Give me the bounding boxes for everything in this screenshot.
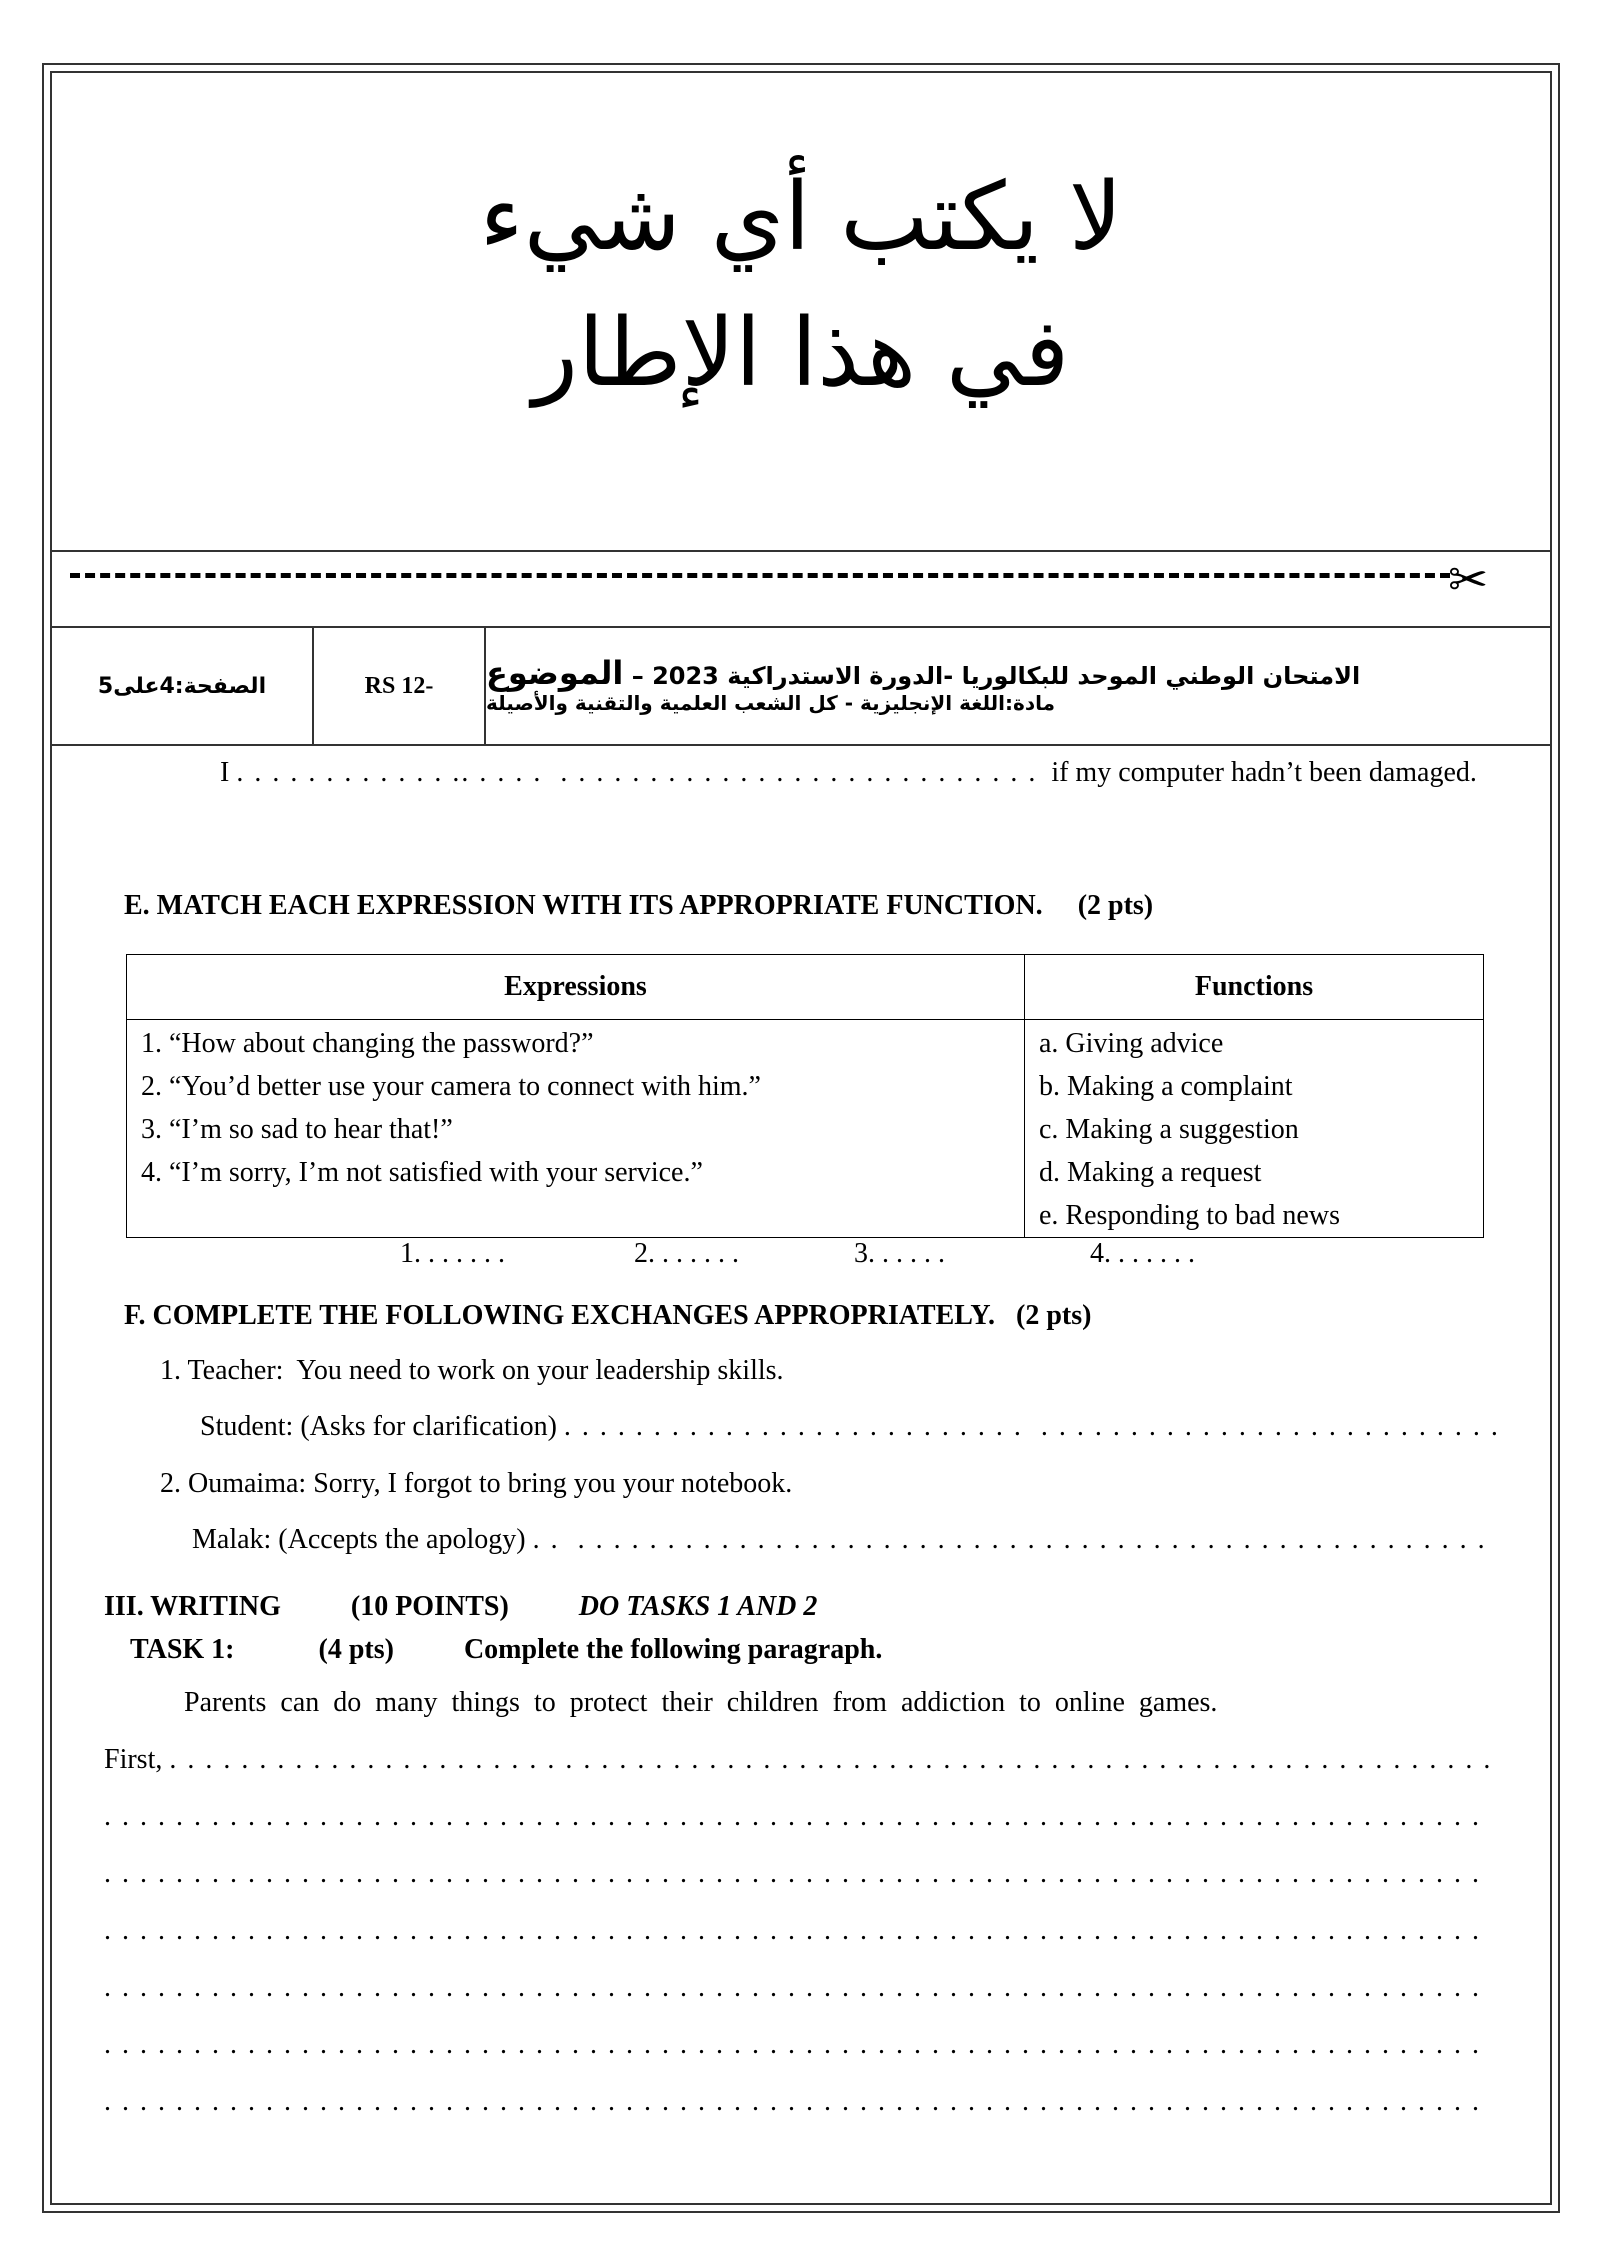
first-line — [104, 1743, 1492, 1777]
section-f-points: (2 pts) — [1016, 1300, 1092, 1331]
exchange-2-label: Malak: (Accepts the apology) — [192, 1524, 526, 1555]
writing-line[interactable]: . . . . . . . . . . . . . . . . . . . . . . . . . . . . . . . . . . . . . . . . . . . . . . . . . . . . . . . . . . . . . . . . . . . . . . . . . . . . . — [104, 1858, 1481, 1889]
writing-points: (10 POINTS) — [350, 1591, 509, 1622]
scissors-icon: ✂ — [1448, 552, 1489, 608]
exam-title-line-1: الامتحان الوطني الموحد للبكالوريا -الدورة الاستدراكية 2023 – — [631, 661, 1361, 690]
exchange-1-prompt: 1. Teacher: You need to work on your leadership skills. — [160, 1355, 784, 1386]
col-functions-header: Functions — [1025, 955, 1484, 1020]
writing-line[interactable]: . . . . . . . . . . . . . . . . . . . . . . . . . . . . . . . . . . . . . . . . . . . . . . . . . . . . . . . . . . . . . . . . . . . . . . . . . . . . . — [104, 2086, 1481, 2117]
first-blank[interactable]: . . . . . . . . . . . . . . . . . . . . . . . . . . . . . . . . . . . . . . . . . . . . . . . . . . . . . . . . . . . . . . . . . . . . . . . . . . — [169, 1744, 1493, 1775]
exchange-2-blank[interactable]: . . . . . . . . . . . . . . . . . . . . . . . . . . . . . . . . . . . . . . . . . . . . . . . . . . . . . — [532, 1524, 1487, 1555]
writing-title: III. WRITING — [104, 1591, 281, 1622]
section-f-title: F. COMPLETE THE FOLLOWING EXCHANGES APPROPRIATELY. — [124, 1300, 996, 1331]
first-label: First, — [104, 1744, 163, 1775]
cut-dashed-line — [70, 573, 1450, 578]
writing-line[interactable]: . . . . . . . . . . . . . . . . . . . . . . . . . . . . . . . . . . . . . . . . . . . . . . . . . . . . . . . . . . . . . . . . . . . . . . . . . . . . . — [104, 1801, 1481, 1832]
writing-line[interactable]: . . . . . . . . . . . . . . . . . . . . . . . . . . . . . . . . . . . . . . . . . . . . . . . . . . . . . . . . . . . . . . . . . . . . . . . . . . . . . — [104, 1972, 1481, 2003]
writing-instruction: DO TASKS 1 AND 2 — [578, 1591, 818, 1622]
section-e-points: (2 pts) — [1077, 890, 1154, 921]
task-1-points: (4 pts) — [318, 1634, 394, 1665]
cut-line-top — [52, 550, 1550, 552]
task-1-label: TASK 1: — [130, 1634, 235, 1665]
no-write-line-1: لا يكتب أي شيء — [479, 163, 1123, 272]
function-item: c. Making a suggestion — [1039, 1114, 1299, 1145]
expression-item: 3. “I’m so sad to hear that!” — [141, 1114, 453, 1145]
no-write-notice — [52, 150, 1550, 422]
intro-start: I — [220, 757, 230, 788]
expressions-cell — [127, 1020, 1025, 1238]
exchange-1-label: Student: (Asks for clarification) — [200, 1411, 557, 1442]
paragraph-start: Parents can do many things to protect their children from addiction to online games. — [184, 1687, 1218, 1718]
col-expressions-header: Expressions — [127, 955, 1025, 1020]
task-1-instruction: Complete the following paragraph. — [463, 1634, 883, 1665]
task-1-heading — [130, 1633, 882, 1667]
writing-line[interactable]: . . . . . . . . . . . . . . . . . . . . . . . . . . . . . . . . . . . . . . . . . . . . . . . . . . . . . . . . . . . . . . . . . . . . . . . . . . . . . — [104, 1915, 1481, 1946]
exam-title-line-2: مادة:اللغة الإنجليزية - كل الشعب العلمية والتقنية والأصيلة — [486, 690, 1055, 715]
exchange-1-blank[interactable]: . . . . . . . . . . . . . . . . . . . . . . . . . . . . . . . . . . . . . . . . . . . . . . . . . . . . — [563, 1411, 1500, 1442]
expression-item: 4. “I’m sorry, I’m not satisfied with your service.” — [141, 1157, 703, 1188]
answer-blank-2[interactable]: 2. . . . . . . — [634, 1238, 739, 1269]
function-item: b. Making a complaint — [1039, 1071, 1293, 1102]
exchange-1-response — [200, 1410, 1500, 1444]
section-e-heading — [124, 889, 1153, 923]
exchange-2-response — [192, 1523, 1487, 1557]
expression-item: 2. “You’d better use your camera to connect with him.” — [141, 1071, 761, 1102]
functions-cell — [1025, 1020, 1484, 1238]
writing-line[interactable]: . . . . . . . . . . . . . . . . . . . . . . . . . . . . . . . . . . . . . . . . . . . . . . . . . . . . . . . . . . . . . . . . . . . . . . . . . . . . . — [104, 2029, 1481, 2060]
function-item: e. Responding to bad news — [1039, 1200, 1340, 1231]
exam-header — [52, 628, 1550, 746]
section-e-title: E. MATCH EACH EXPRESSION WITH ITS APPROPRIATE FUNCTION. — [124, 890, 1043, 921]
function-item: d. Making a request — [1039, 1157, 1262, 1188]
page-number: الصفحة:4على5 — [52, 628, 314, 744]
matching-table — [126, 954, 1484, 1238]
exam-title-word: الموضوع — [486, 653, 624, 692]
exchange-2-prompt: 2. Oumaima: Sorry, I forgot to bring you your notebook. — [160, 1468, 793, 1499]
intro-line — [220, 756, 1477, 790]
expression-item: 1. “How about changing the password?” — [141, 1028, 594, 1059]
answer-blank-1[interactable]: 1. . . . . . . — [400, 1238, 505, 1269]
answer-blank-3[interactable]: 3. . . . . . — [854, 1238, 945, 1269]
intro-dots: . . . . . . . . . . . . .. . . . . . . . . . . . . . . . . . . . . . . . . . . . . . . . — [236, 757, 1038, 788]
intro-end: if my computer hadn’t been damaged. — [1051, 757, 1477, 788]
writing-heading — [104, 1590, 817, 1624]
no-write-line-2: في هذا الإطار — [532, 299, 1070, 408]
section-f-heading — [124, 1299, 1091, 1333]
exam-title — [486, 628, 1550, 744]
function-item: a. Giving advice — [1039, 1028, 1224, 1059]
exam-code: RS 12- — [314, 628, 486, 744]
answer-blank-4[interactable]: 4. . . . . . . — [1090, 1238, 1195, 1269]
